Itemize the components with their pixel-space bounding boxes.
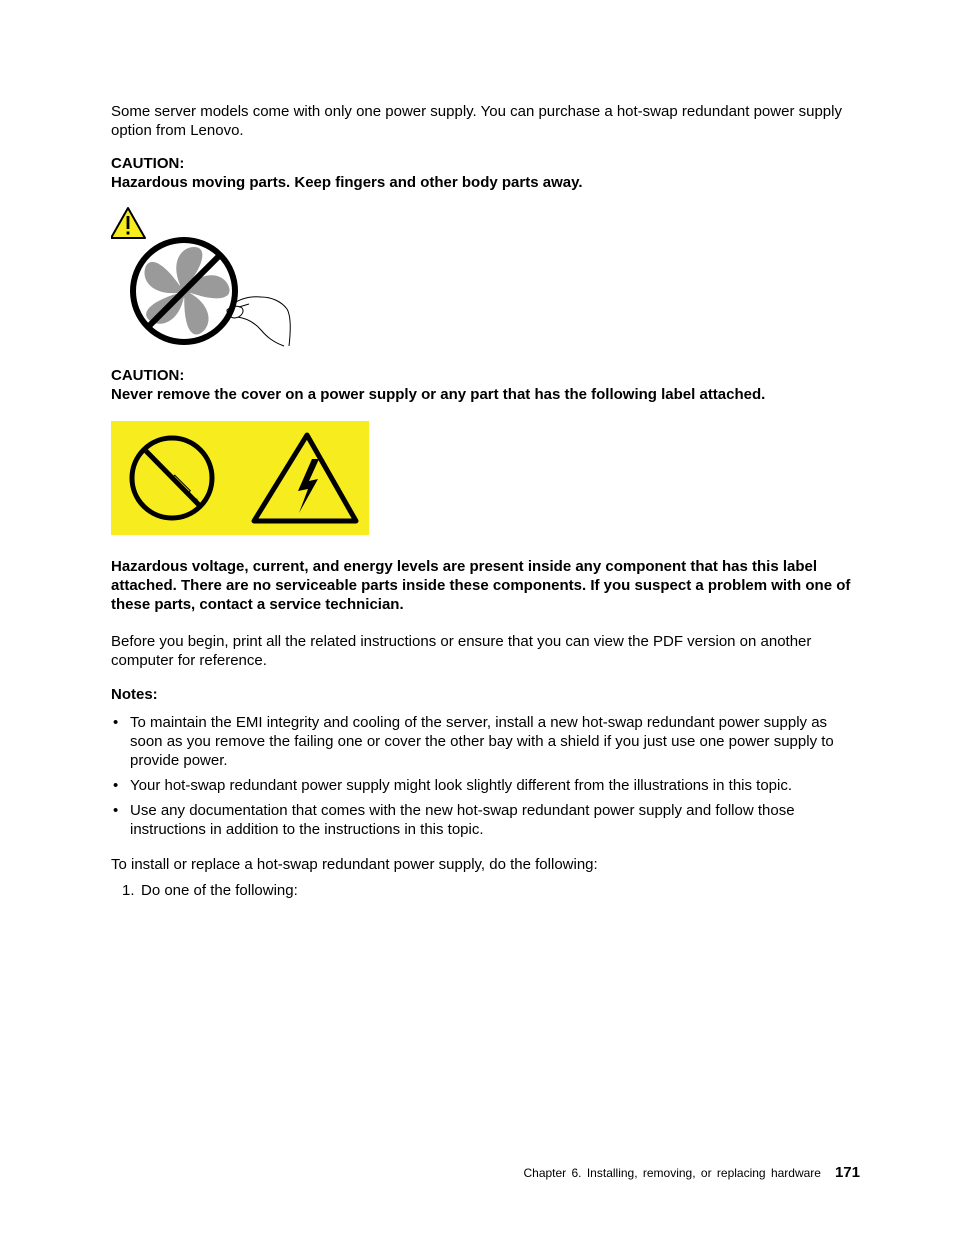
page-footer [523,1164,860,1182]
caution-label-2: CAUTION: [111,367,185,384]
hazard-paragraph: Hazardous voltage, current, and energy levels are present inside any component that has this label attached. There are no serviceable parts inside these components. If you suspect a problem with one of these parts, contact a service technician. [111,558,851,613]
footer-chapter: Chapter 6. Installing, removing, or replacing hardware [523,1166,821,1180]
page-number: 171 [834,1164,860,1181]
intro-paragraph: Some server models come with only one power supply. You can purchase a hot-swap redundant power supply option from Lenovo. [111,103,842,139]
list-item: • Your hot-swap redundant power supply might look slightly different from the illustrations in this topic. [113,777,793,794]
caution-text-2: Never remove the cover on a power supply or any part that has the following label attached. [111,386,766,403]
caution-text-1: Hazardous moving parts. Keep fingers and other body parts away. [111,174,583,191]
bullet-icon: • [113,802,119,819]
hazard-label-figure [111,421,369,535]
warning-triangle-icon [111,208,145,238]
notes-title: Notes: [111,686,158,703]
page-content [111,102,851,900]
before-begin-paragraph: Before you begin, print all the related instructions or ensure that you can view the PDF version on another computer for reference. [111,633,812,669]
steps-list [111,881,851,900]
list-item: • To maintain the EMI integrity and cooling of the server, install a new hot-swap redundant power supply as soon as you remove the failing one or cover the other bay with a shield if you just use one power supply to provide power. [113,714,834,769]
moving-parts-figure [111,206,296,350]
step-item [111,881,851,900]
step-text: Do one of the following: [141,882,298,899]
install-intro: To install or replace a hot-swap redundant power supply, do the following: [111,856,598,873]
notes-list [111,713,851,839]
no-fan-hand-icon [133,240,290,346]
list-item: • Use any documentation that comes with the new hot-swap redundant power supply and follow those instructions in addition to the instructions in this topic. [113,802,795,838]
caution-label-1: CAUTION: [111,155,185,172]
step-number: 1. [122,882,135,899]
bullet-icon: • [113,777,119,794]
bullet-icon: • [113,714,119,731]
